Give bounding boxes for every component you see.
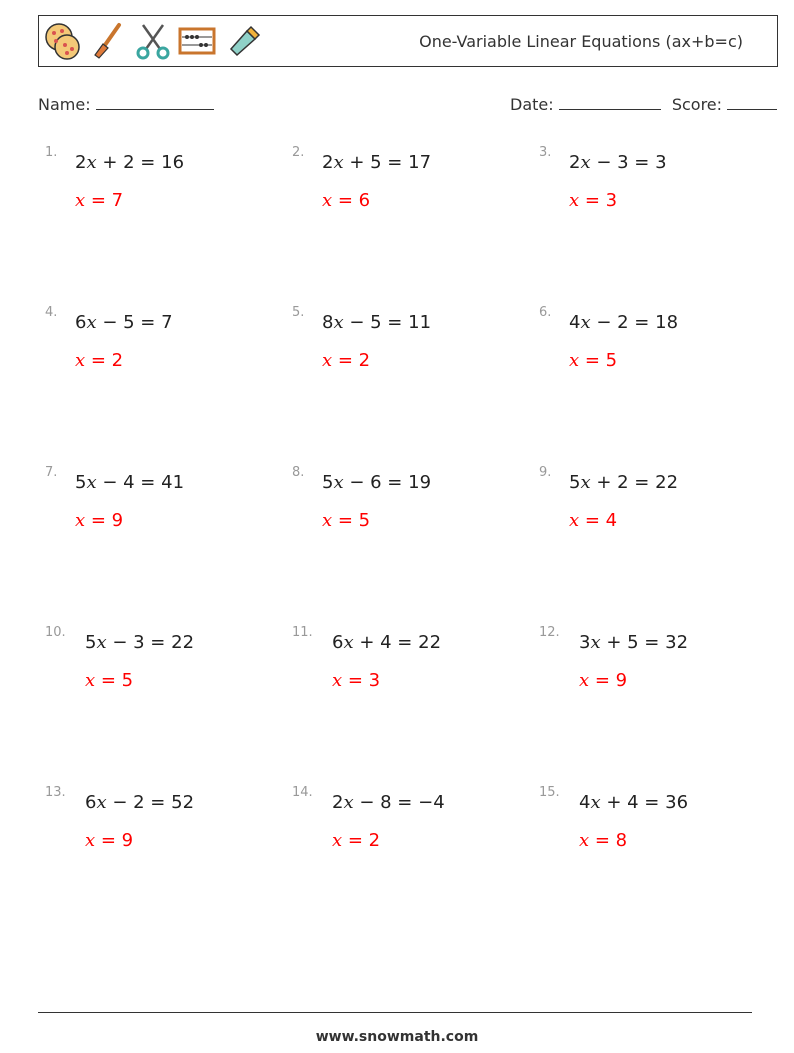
- equation-variable: x: [333, 152, 344, 173]
- equation-coefficient: 6: [332, 632, 344, 653]
- answer-value: = 2: [342, 830, 381, 851]
- problem-answer: [579, 830, 627, 851]
- date-label: Date:: [510, 95, 554, 114]
- equation-coefficient: 3: [579, 632, 591, 653]
- equation-coefficient: 4: [579, 792, 591, 813]
- score-label: Score:: [671, 95, 723, 114]
- answer-value: = 2: [332, 350, 371, 371]
- answer-value: = 7: [85, 190, 124, 211]
- abacus-icon: [177, 21, 217, 61]
- equation-variable: x: [580, 312, 591, 333]
- answer-value: = 5: [95, 670, 134, 691]
- problem-equation: [579, 632, 688, 653]
- equation-coefficient: 2: [322, 152, 334, 173]
- equation-rest: − 5 = 11: [343, 312, 432, 333]
- problem-number: 7.: [45, 465, 58, 480]
- answer-variable: x: [322, 510, 333, 531]
- problem-number: 2.: [292, 145, 305, 160]
- problem-equation: [332, 792, 445, 813]
- problem-equation: [75, 472, 184, 493]
- equation-coefficient: 2: [75, 152, 87, 173]
- problem-number: 13.: [45, 785, 66, 800]
- equation-coefficient: 6: [85, 792, 97, 813]
- answer-variable: x: [569, 510, 580, 531]
- score-blank: [727, 93, 777, 110]
- worksheet-header: [38, 15, 778, 67]
- equation-rest: − 2 = 52: [106, 792, 195, 813]
- problem-answer: [332, 670, 380, 691]
- problem-equation: [322, 312, 431, 333]
- answer-variable: x: [332, 830, 343, 851]
- worksheet-title: One-Variable Linear Equations (ax+b=c): [419, 32, 743, 51]
- equation-variable: x: [333, 472, 344, 493]
- answer-value: = 6: [332, 190, 371, 211]
- problem-answer: [75, 510, 123, 531]
- answer-variable: x: [75, 510, 86, 531]
- scissors-icon: [133, 21, 173, 61]
- problem-number: 3.: [539, 145, 552, 160]
- answer-variable: x: [579, 670, 590, 691]
- problem-equation: [569, 472, 678, 493]
- equation-coefficient: 5: [85, 632, 97, 653]
- problem-answer: [332, 830, 380, 851]
- equation-rest: + 5 = 17: [343, 152, 432, 173]
- problem-number: 1.: [45, 145, 58, 160]
- problem-number: 9.: [539, 465, 552, 480]
- problem-equation: [85, 792, 194, 813]
- equation-rest: − 6 = 19: [343, 472, 432, 493]
- problem-equation: [322, 152, 431, 173]
- equation-variable: x: [86, 312, 97, 333]
- equation-variable: x: [580, 472, 591, 493]
- equation-rest: + 5 = 32: [600, 632, 689, 653]
- equation-variable: x: [343, 632, 354, 653]
- name-label: Name:: [38, 95, 91, 114]
- glue-bottle-icon: [223, 21, 263, 61]
- equation-rest: + 4 = 36: [600, 792, 689, 813]
- name-field: [38, 93, 214, 114]
- answer-variable: x: [332, 670, 343, 691]
- equation-coefficient: 2: [332, 792, 344, 813]
- paintbrush-icon: [87, 21, 127, 61]
- problem-equation: [569, 312, 678, 333]
- equation-rest: − 3 = 22: [106, 632, 195, 653]
- date-score-fields: [510, 93, 777, 114]
- cookies-icon: [43, 21, 83, 61]
- answer-variable: x: [569, 190, 580, 211]
- problem-equation: [569, 152, 667, 173]
- equation-rest: − 2 = 18: [590, 312, 679, 333]
- equation-variable: x: [96, 632, 107, 653]
- equation-coefficient: 2: [569, 152, 581, 173]
- answer-value: = 3: [579, 190, 618, 211]
- answer-variable: x: [85, 670, 96, 691]
- equation-rest: + 2 = 16: [96, 152, 185, 173]
- equation-rest: − 3 = 3: [590, 152, 667, 173]
- footer-site: www.snowmath.com: [315, 1029, 479, 1045]
- problem-answer: [322, 190, 370, 211]
- problem-equation: [75, 312, 173, 333]
- equation-variable: x: [590, 632, 601, 653]
- answer-variable: x: [569, 350, 580, 371]
- answer-value: = 9: [85, 510, 124, 531]
- problem-answer: [569, 510, 617, 531]
- equation-variable: x: [86, 152, 97, 173]
- problem-number: 5.: [292, 305, 305, 320]
- equation-coefficient: 6: [75, 312, 87, 333]
- name-blank: [96, 93, 214, 110]
- answer-value: = 5: [579, 350, 618, 371]
- problem-answer: [579, 670, 627, 691]
- equation-variable: x: [96, 792, 107, 813]
- equation-rest: − 4 = 41: [96, 472, 185, 493]
- answer-variable: x: [75, 350, 86, 371]
- answer-variable: x: [322, 350, 333, 371]
- equation-variable: x: [580, 152, 591, 173]
- equation-variable: x: [343, 792, 354, 813]
- problem-number: 6.: [539, 305, 552, 320]
- problem-equation: [322, 472, 431, 493]
- problem-answer: [85, 670, 133, 691]
- equation-rest: − 8 = −4: [353, 792, 445, 813]
- equation-rest: − 5 = 7: [96, 312, 173, 333]
- problem-number: 12.: [539, 625, 560, 640]
- equation-coefficient: 4: [569, 312, 581, 333]
- equation-coefficient: 5: [569, 472, 581, 493]
- equation-variable: x: [86, 472, 97, 493]
- equation-coefficient: 5: [75, 472, 87, 493]
- answer-value: = 2: [85, 350, 124, 371]
- problem-answer: [322, 350, 370, 371]
- problem-number: 11.: [292, 625, 313, 640]
- answer-value: = 4: [579, 510, 618, 531]
- problem-answer: [569, 350, 617, 371]
- problem-answer: [569, 190, 617, 211]
- answer-variable: x: [85, 830, 96, 851]
- problem-answer: [75, 190, 123, 211]
- problem-equation: [85, 632, 194, 653]
- problem-answer: [75, 350, 123, 371]
- problem-answer: [85, 830, 133, 851]
- problem-equation: [579, 792, 688, 813]
- problem-equation: [332, 632, 441, 653]
- problem-number: 8.: [292, 465, 305, 480]
- date-blank: [559, 93, 661, 110]
- answer-value: = 8: [589, 830, 628, 851]
- answer-variable: x: [579, 830, 590, 851]
- answer-value: = 9: [95, 830, 134, 851]
- problem-number: 14.: [292, 785, 313, 800]
- equation-rest: + 2 = 22: [590, 472, 679, 493]
- equation-variable: x: [590, 792, 601, 813]
- problem-number: 10.: [45, 625, 66, 640]
- equation-rest: + 4 = 22: [353, 632, 442, 653]
- problem-equation: [75, 152, 184, 173]
- problem-number: 15.: [539, 785, 560, 800]
- answer-value: = 3: [342, 670, 381, 691]
- equation-coefficient: 5: [322, 472, 334, 493]
- answer-variable: x: [75, 190, 86, 211]
- answer-variable: x: [322, 190, 333, 211]
- answer-value: = 9: [589, 670, 628, 691]
- problem-number: 4.: [45, 305, 58, 320]
- answer-value: = 5: [332, 510, 371, 531]
- equation-variable: x: [333, 312, 344, 333]
- problem-answer: [322, 510, 370, 531]
- footer-divider: [38, 1012, 752, 1013]
- equation-coefficient: 8: [322, 312, 334, 333]
